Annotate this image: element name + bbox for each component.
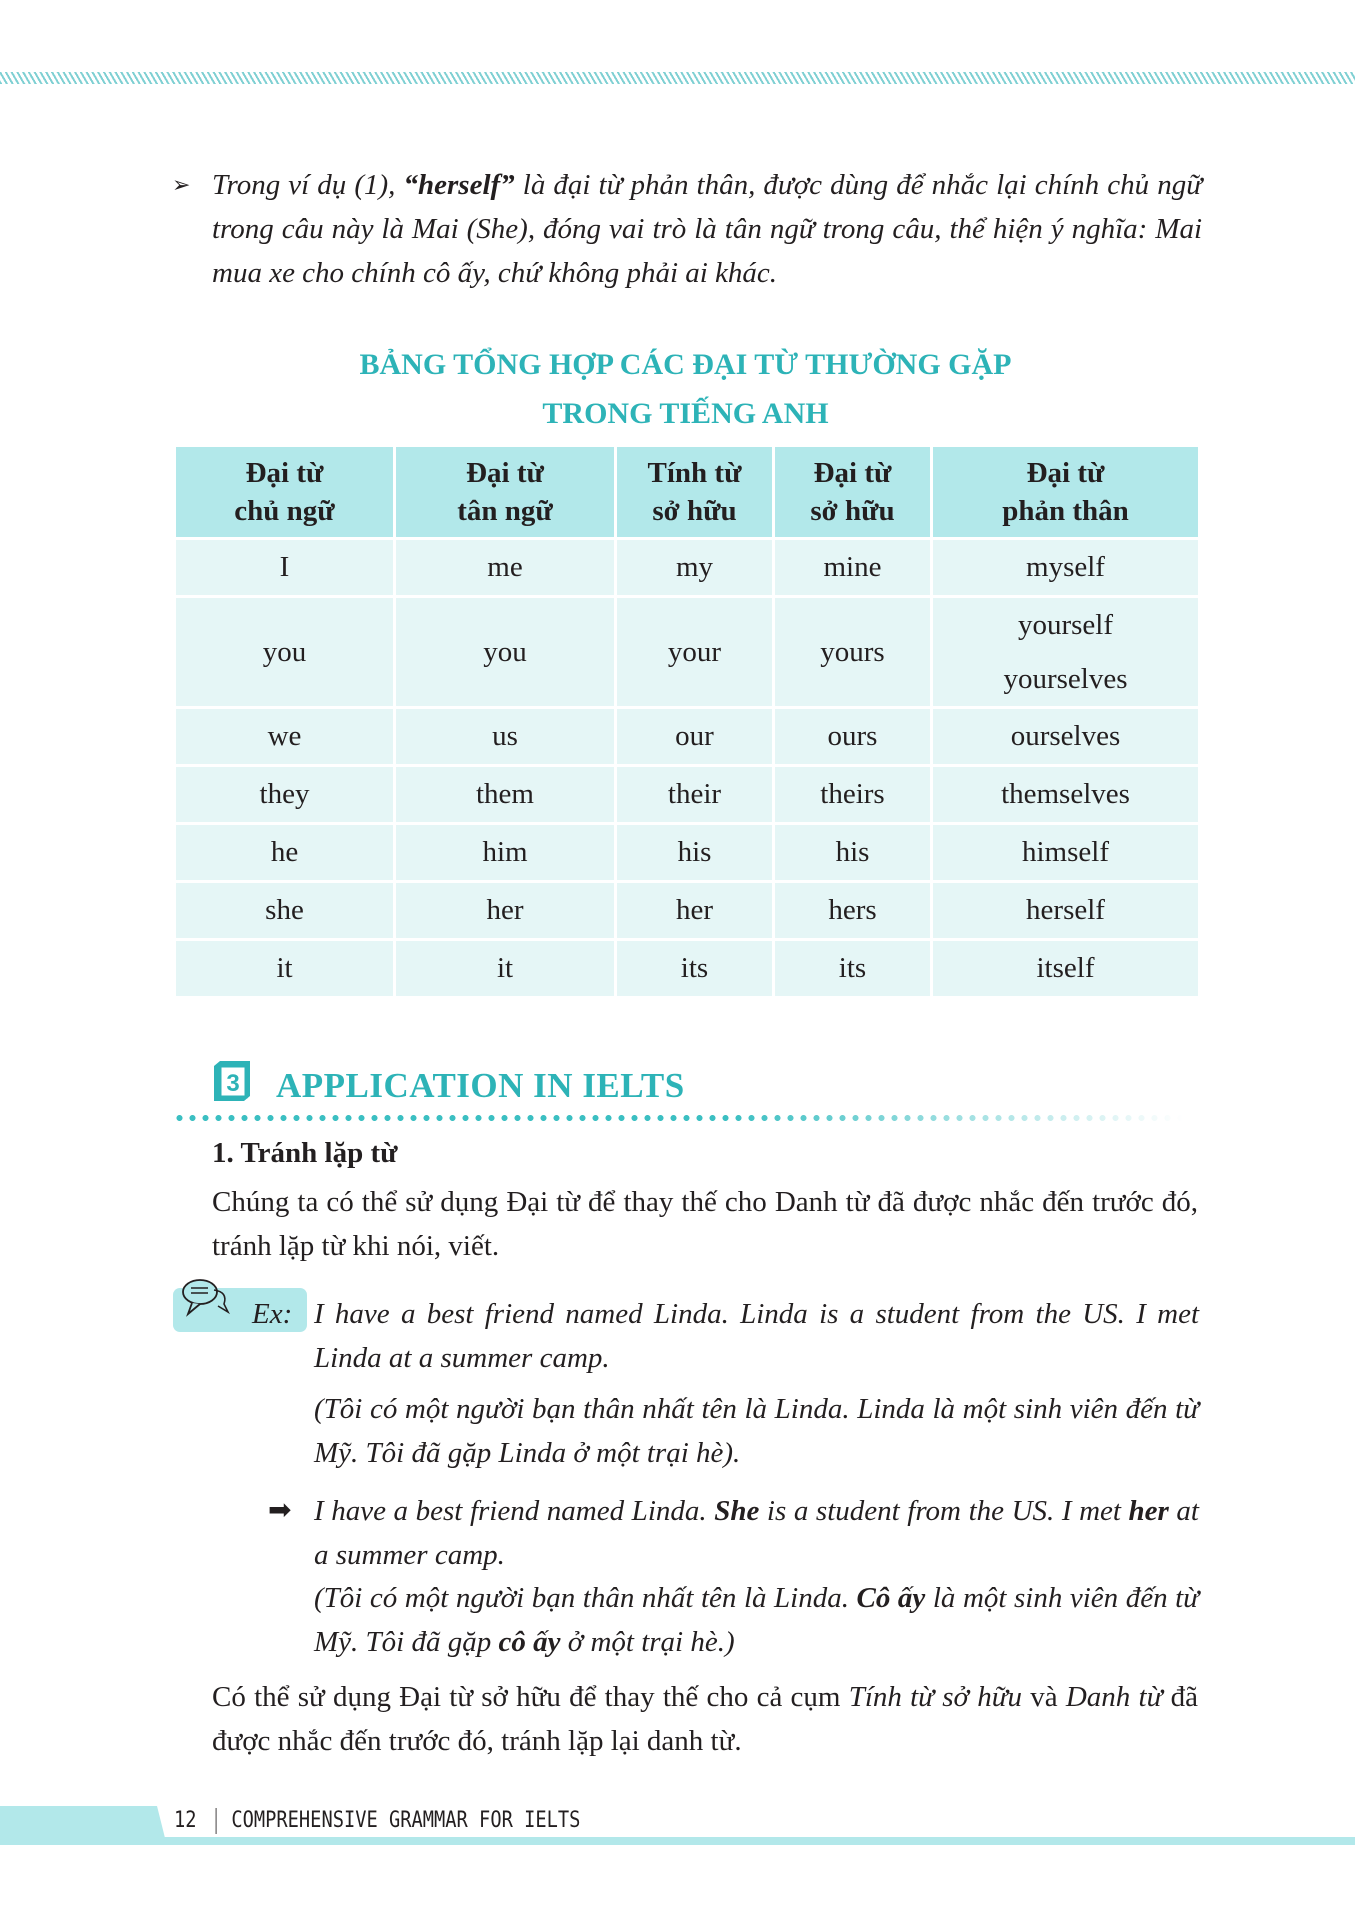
table-cell: our <box>616 708 774 766</box>
table-cell <box>932 597 1200 708</box>
table-cell: she <box>175 882 395 940</box>
table-cell: his <box>774 824 932 882</box>
table-cell: yours <box>774 597 932 708</box>
table-cell: it <box>395 940 616 998</box>
table-cell: you <box>395 597 616 708</box>
table-row <box>175 940 1200 998</box>
column-header-line: phản thân <box>1002 495 1129 527</box>
example-translation: (Tôi có một người bạn thân nhất tên là Linda. Linda là một sinh viên đến từ Mỹ. Tôi đã gặp Linda ở một trại hè). <box>314 1393 1199 1469</box>
table-cell: he <box>175 824 395 882</box>
section-title: APPLICATION IN IELTS <box>276 1066 685 1105</box>
table-row <box>175 766 1200 824</box>
table-title-line2: TRONG TIẾNG ANH <box>542 397 829 430</box>
table-cell: your <box>616 597 774 708</box>
footer-band <box>0 1837 1355 1845</box>
table-cell: me <box>395 539 616 597</box>
subheading: 1. Tránh lặp từ <box>212 1137 398 1169</box>
table-row <box>175 882 1200 940</box>
example-revised: I have a best friend named Linda. She is a student from the US. I met her at a summer camp. <box>314 1495 1199 1571</box>
column-header <box>774 446 932 539</box>
table-row <box>175 539 1200 597</box>
column-header-line: Đại từ <box>466 457 544 489</box>
column-header <box>616 446 774 539</box>
table-cell: I <box>175 539 395 597</box>
bullet-arrow-icon: ➢ <box>172 172 191 197</box>
example-sentence: I have a best friend named Linda. Linda is a student from the US. I met Linda at a summer camp. <box>314 1298 1199 1374</box>
table-cell: you <box>175 597 395 708</box>
bullet-bold: “herself” <box>403 169 515 201</box>
table-cell: theirs <box>774 766 932 824</box>
example-label: Ex: <box>252 1298 293 1330</box>
cell-line: yourself <box>1017 609 1114 641</box>
table-cell: itself <box>932 940 1200 998</box>
table-cell: their <box>616 766 774 824</box>
section-number-icon <box>212 1060 252 1102</box>
book-title: COMPREHENSIVE GRAMMAR FOR IELTS <box>231 1808 581 1833</box>
table-cell: it <box>175 940 395 998</box>
right-arrow-icon: ➡ <box>268 1495 292 1526</box>
column-header <box>932 446 1200 539</box>
table-cell: her <box>395 882 616 940</box>
table-row <box>175 708 1200 766</box>
table-row <box>175 824 1200 882</box>
speech-bubble-icon <box>178 1276 236 1324</box>
pronoun-table <box>173 444 1201 999</box>
table-cell: ours <box>774 708 932 766</box>
column-header-line: sở hữu <box>810 495 895 527</box>
table-cell: themselves <box>932 766 1200 824</box>
table-cell: my <box>616 539 774 597</box>
table-cell: his <box>616 824 774 882</box>
column-header-line: Đại từ <box>1026 457 1105 489</box>
cell-line: yourselves <box>1003 663 1128 695</box>
table-cell: him <box>395 824 616 882</box>
table-cell: her <box>616 882 774 940</box>
table-cell: himself <box>932 824 1200 882</box>
table-title-line1: BẢNG TỔNG HỢP CÁC ĐẠI TỪ THƯỜNG GẶP <box>359 348 1012 381</box>
table-row <box>175 597 1200 708</box>
table-cell: myself <box>932 539 1200 597</box>
column-header-line: Tính từ <box>647 457 742 489</box>
table-cell: mine <box>774 539 932 597</box>
paragraph-1-text: Chúng ta có thể sử dụng Đại từ để thay thế cho Danh từ đã được nhắc đến trước đó, tránh lặp từ khi nói, viết. <box>212 1186 1198 1262</box>
table-cell: us <box>395 708 616 766</box>
table-header-row <box>175 446 1200 539</box>
table-cell: we <box>175 708 395 766</box>
table-cell: its <box>774 940 932 998</box>
paragraph-2: Có thể sử dụng Đại từ sở hữu để thay thế cho cả cụm Tính từ sở hữu và Danh từ đã được nhắc đến trước đó, tránh lặp lại danh từ. <box>212 1681 1199 1757</box>
column-header-line: Đại từ <box>813 457 892 489</box>
bullet-text: Trong ví dụ (1), <box>212 169 404 201</box>
table-title <box>173 340 1198 438</box>
table-cell: its <box>616 940 774 998</box>
bullet-text-rest: là đại từ phản thân, được dùng để nhắc lại chính chủ ngữ trong câu này là Mai (She), đóng vai trò là tân ngữ trong câu, thể hiện ý nghĩa: Mai mua xe cho chính cô ấy, chứ không phải ai khác. <box>212 169 1203 289</box>
table-cell: ourselves <box>932 708 1200 766</box>
table-cell: hers <box>774 882 932 940</box>
example-revised-translation: (Tôi có một người bạn thân nhất tên là Linda. Cô ấy là một sinh viên đến từ Mỹ. Tôi đã gặp cô ấy ở một trại hè.) <box>314 1582 1199 1658</box>
column-header-line: tân ngữ <box>457 495 553 527</box>
table-cell: them <box>395 766 616 824</box>
page-number: 12 <box>174 1808 197 1833</box>
bullet-note <box>172 163 1202 295</box>
column-header-line: chủ ngữ <box>234 495 335 527</box>
svg-text:3: 3 <box>226 1070 240 1097</box>
column-header-line: Đại từ <box>245 457 324 489</box>
section-divider <box>173 1114 1183 1122</box>
table-cell: herself <box>932 882 1200 940</box>
header-stripe <box>0 72 1355 84</box>
table-cell: they <box>175 766 395 824</box>
footer <box>174 1806 580 1836</box>
paragraph-1 <box>173 1180 1198 1268</box>
column-header-line: sở hữu <box>652 495 737 527</box>
column-header <box>175 446 395 539</box>
column-header <box>395 446 616 539</box>
